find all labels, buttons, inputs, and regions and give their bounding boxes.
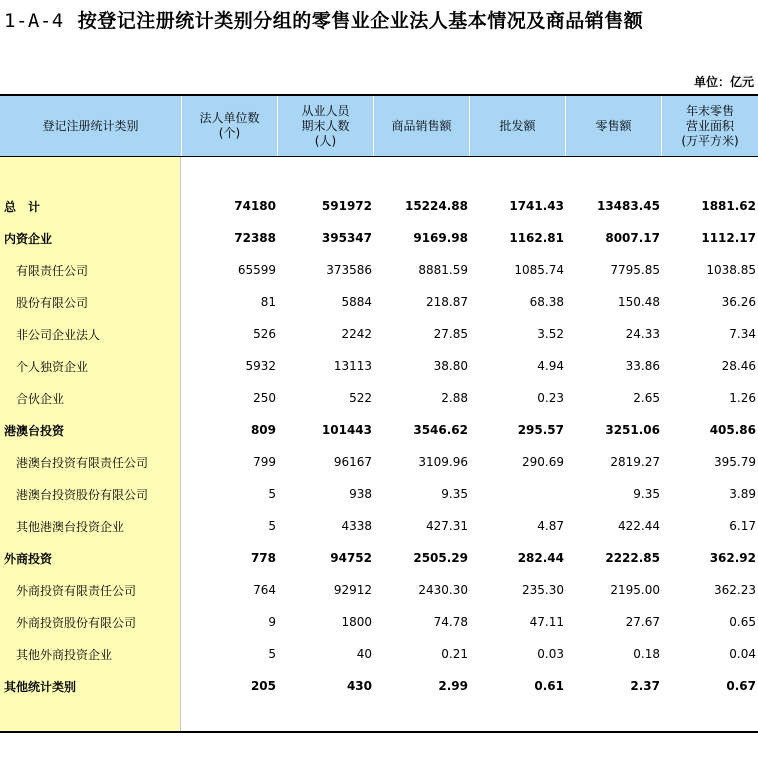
row-value-v1: 809 [250,423,276,437]
row-value-v5: 7795.85 [610,263,660,277]
row-value-v2: 13113 [333,359,372,373]
row-value-v3: 74.78 [433,615,468,629]
row-value-v5: 2222.85 [605,551,660,565]
row-value-v4: 4.87 [537,519,564,533]
row-category: 个人独资企业 [16,359,89,374]
row-value-v3: 0.21 [441,647,468,661]
row-value-v5: 3251.06 [605,423,660,437]
row-value-v6: 0.65 [729,615,756,629]
row-category: 非公司企业法人 [16,327,101,342]
table-row [0,638,758,670]
row-category: 外商投资 [4,551,53,566]
row-value-v1: 778 [250,551,276,565]
row-category: 股份有限公司 [16,295,89,310]
table-row [0,606,758,638]
table-code: 1-A-4 [4,10,64,32]
row-value-v5: 0.18 [633,647,660,661]
row-value-v2: 92912 [333,583,372,597]
row-value-v5: 24.33 [625,327,660,341]
row-value-v5: 2195.00 [610,583,660,597]
row-category: 港澳台投资股份有限公司 [16,487,149,502]
row-value-v3: 2430.30 [418,583,468,597]
row-value-v6: 1881.62 [701,199,756,213]
row-value-v1: 526 [253,327,276,341]
row-value-v4: 295.57 [517,423,564,437]
row-value-v4: 3.52 [537,327,564,341]
table-row [0,254,758,286]
row-category: 其他统计类别 [4,679,77,694]
header-employees: 从业人员 期末人数 (人) [278,96,374,156]
row-value-v4: 68.38 [529,295,564,309]
row-value-v2: 4338 [341,519,372,533]
row-value-v1: 5 [268,487,276,501]
table-row [0,510,758,542]
row-value-v3: 2.99 [438,679,468,693]
row-value-v5: 2.65 [633,391,660,405]
row-value-v1: 205 [250,679,276,693]
row-value-v4: 235.30 [522,583,564,597]
row-value-v2: 5884 [341,295,372,309]
row-value-v4: 47.11 [529,615,564,629]
header-retail: 零售额 [566,96,662,156]
row-value-v3: 2.88 [441,391,468,405]
row-value-v6: 36.26 [721,295,756,309]
row-value-v3: 3546.62 [413,423,468,437]
row-value-v1: 9 [268,615,276,629]
row-value-v1: 5 [268,647,276,661]
row-value-v5: 8007.17 [605,231,660,245]
row-value-v5: 150.48 [618,295,660,309]
row-category: 总 计 [4,199,41,214]
table-row [0,190,758,222]
row-category: 外商投资有限责任公司 [16,583,137,598]
row-value-v6: 405.86 [709,423,756,437]
row-value-v6: 1112.17 [701,231,756,245]
row-value-v5: 13483.45 [596,199,660,213]
row-value-v5: 2819.27 [610,455,660,469]
row-category: 有限责任公司 [16,263,89,278]
table-row [0,446,758,478]
table-row [0,222,758,254]
table-row [0,318,758,350]
row-value-v5: 422.44 [618,519,660,533]
row-value-v2: 101443 [321,423,372,437]
row-value-v1: 799 [253,455,276,469]
row-value-v3: 27.85 [433,327,468,341]
row-value-v4: 282.44 [517,551,564,565]
row-category: 内资企业 [4,231,53,246]
row-value-v5: 9.35 [633,487,660,501]
row-value-v1: 250 [253,391,276,405]
row-value-v4: 0.61 [534,679,564,693]
row-value-v3: 9.35 [441,487,468,501]
table-title: 按登记注册统计类别分组的零售业企业法人基本情况及商品销售额 [77,10,644,32]
row-value-v3: 3109.96 [418,455,468,469]
table-row [0,574,758,606]
row-value-v4: 1162.81 [509,231,564,245]
row-value-v2: 430 [346,679,372,693]
table-row [0,350,758,382]
row-value-v4: 1741.43 [509,199,564,213]
header-unit-count: 法人单位数 (个) [182,96,278,156]
header-wholesale: 批发额 [470,96,566,156]
row-value-v3: 218.87 [426,295,468,309]
row-category: 合伙企业 [16,391,65,406]
row-value-v5: 2.37 [630,679,660,693]
row-category: 其他外商投资企业 [16,647,113,662]
row-category: 港澳台投资有限责任公司 [16,455,149,470]
row-category: 港澳台投资 [4,423,65,438]
row-value-v6: 7.34 [729,327,756,341]
row-value-v3: 38.80 [433,359,468,373]
row-value-v3: 9169.98 [413,231,468,245]
row-value-v2: 591972 [321,199,372,213]
row-value-v2: 522 [349,391,372,405]
table-row [0,542,758,574]
row-value-v1: 5932 [245,359,276,373]
table-row [0,478,758,510]
row-category: 外商投资股份有限公司 [16,615,137,630]
row-value-v2: 1800 [341,615,372,629]
row-value-v6: 1038.85 [706,263,756,277]
header-category: 登记注册统计类别 [0,96,182,156]
row-value-v6: 1.26 [729,391,756,405]
row-value-v3: 2505.29 [413,551,468,565]
row-value-v6: 362.92 [709,551,756,565]
row-value-v1: 5 [268,519,276,533]
row-value-v2: 94752 [330,551,372,565]
row-value-v1: 81 [260,295,276,309]
table-row [0,414,758,446]
row-value-v4: 290.69 [522,455,564,469]
row-value-v1: 764 [253,583,276,597]
row-value-v6: 6.17 [729,519,756,533]
row-value-v2: 373586 [326,263,372,277]
row-value-v2: 2242 [341,327,372,341]
table-row [0,382,758,414]
header-area: 年末零售 营业面积 (万平方米) [681,103,739,148]
row-category: 其他港澳台投资企业 [16,519,125,534]
bottom-rule [0,731,758,733]
row-value-v1: 72388 [234,231,276,245]
row-value-v3: 15224.88 [404,199,468,213]
row-value-v6: 362.23 [714,583,756,597]
row-value-v3: 8881.59 [418,263,468,277]
row-value-v4: 0.23 [537,391,564,405]
row-value-v5: 27.67 [625,615,660,629]
row-value-v6: 0.67 [726,679,756,693]
row-value-v2: 395347 [321,231,372,245]
row-value-v5: 33.86 [625,359,660,373]
unit-label: 单位：亿元 [693,75,754,89]
table-row [0,286,758,318]
table-row [0,670,758,702]
row-value-v2: 96167 [333,455,372,469]
row-value-v1: 74180 [234,199,276,213]
row-value-v4: 4.94 [537,359,564,373]
row-value-v6: 0.04 [729,647,756,661]
row-value-v6: 395.79 [714,455,756,469]
row-value-v6: 3.89 [729,487,756,501]
header-sales: 商品销售额 [374,96,470,156]
row-value-v4: 0.03 [537,647,564,661]
row-value-v4: 1085.74 [514,263,564,277]
row-value-v1: 65599 [237,263,276,277]
page-title [4,6,643,33]
row-value-v3: 427.31 [426,519,468,533]
row-value-v2: 40 [356,647,372,661]
row-value-v6: 28.46 [721,359,756,373]
row-value-v2: 938 [349,487,372,501]
